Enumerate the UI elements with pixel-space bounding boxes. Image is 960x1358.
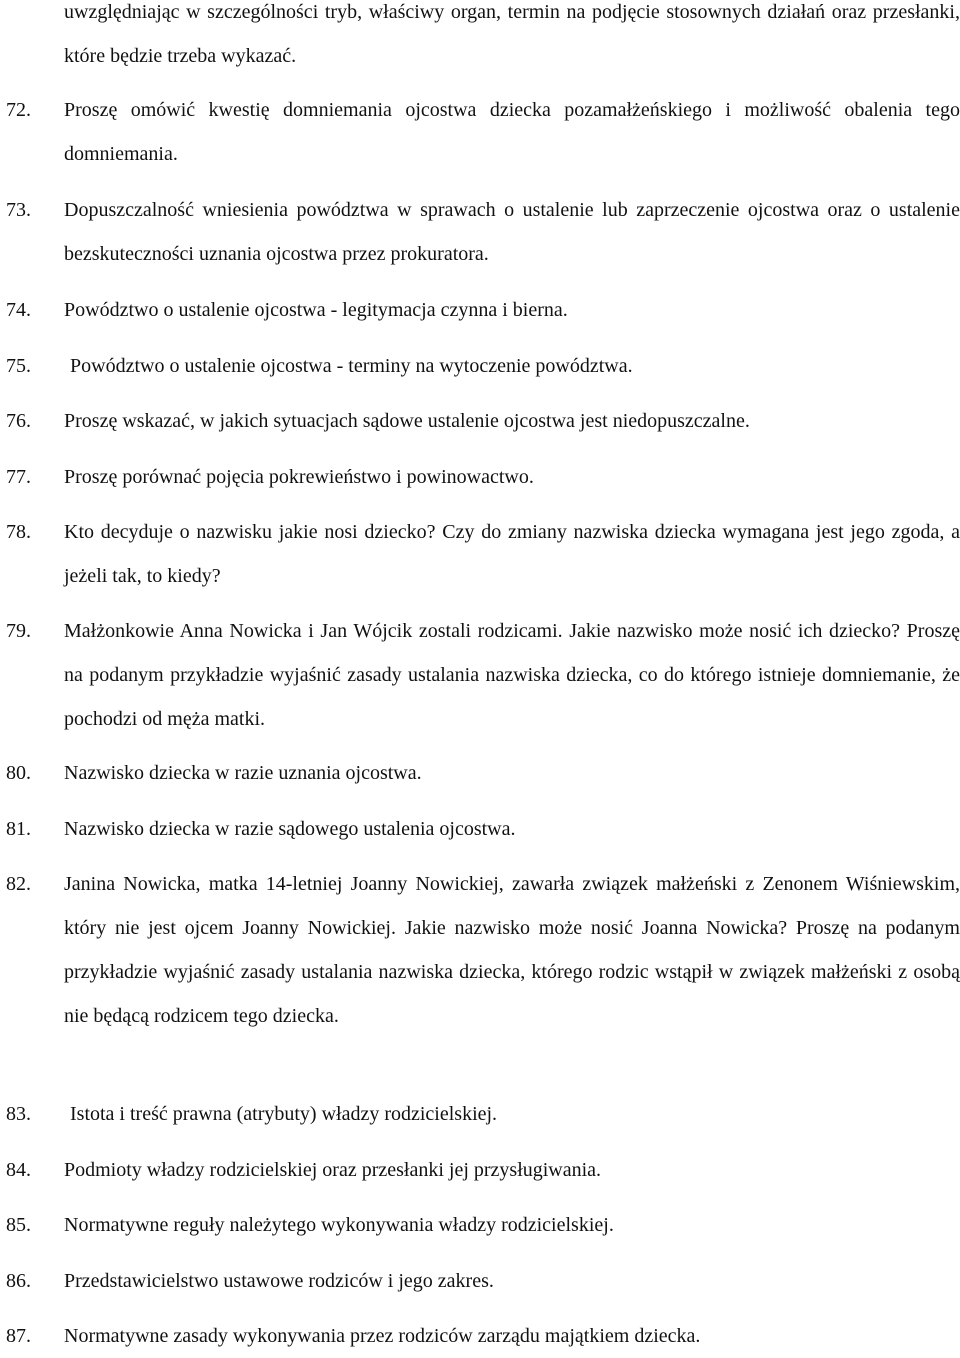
item-text: Proszę wskazać, w jakich sytuacjach sądowe ustalenie ojcostwa jest niedopuszczalne. bbox=[64, 410, 750, 432]
item-number: 79. bbox=[6, 620, 31, 642]
item-number: 77. bbox=[6, 466, 31, 488]
item-number: 82. bbox=[6, 873, 31, 895]
item-number: 76. bbox=[6, 410, 31, 432]
item-number: 78. bbox=[6, 521, 31, 543]
item-text: Proszę porównać pojęcia pokrewieństwo i powinowactwo. bbox=[64, 466, 534, 488]
item-text: Normatywne zasady wykonywania przez rodziców zarządu majątkiem dziecka. bbox=[64, 1325, 701, 1347]
item-text: Kto decyduje o nazwisku jakie nosi dziecko? Czy do zmiany nazwiska dziecka wymagana jest jego zgoda, a jeżeli tak, to kiedy? bbox=[64, 521, 960, 587]
item-text: Powództwo o ustalenie ojcostwa - terminy na wytoczenie powództwa. bbox=[70, 355, 633, 377]
item-number: 83. bbox=[6, 1103, 31, 1125]
item-text: Nazwisko dziecka w razie uznania ojcostwa. bbox=[64, 762, 422, 784]
item-text: Dopuszczalność wniesienia powództwa w sprawach o ustalenie lub zaprzeczenie ojcostwa oraz o ustalenie bezskuteczności uznania ojcostwa przez prokuratora. bbox=[64, 199, 960, 265]
item-number: 72. bbox=[6, 99, 31, 121]
item-text: Powództwo o ustalenie ojcostwa - legitymacja czynna i bierna. bbox=[64, 299, 568, 321]
item-number: 86. bbox=[6, 1270, 31, 1292]
item-number: 74. bbox=[6, 299, 31, 321]
item-number: 84. bbox=[6, 1159, 31, 1181]
item-text: Istota i treść prawna (atrybuty) władzy rodzicielskiej. bbox=[70, 1103, 498, 1125]
item-number: 73. bbox=[6, 199, 31, 221]
item-text: Janina Nowicka, matka 14-letniej Joanny Nowickiej, zawarła związek małżeński z Zenonem Wiśniewskim, który nie jest ojcem Joanny Nowickiej. Jakie nazwisko może nosić Joanna Nowicka? Proszę na podanym przykładzie wyjaśnić zasady ustalania nazwiska dziecka, którego rodzic wstąpił w związek małżeński z osobą nie będącą rodzicem tego dziecka. bbox=[64, 873, 960, 1027]
item-text: Normatywne reguły należytego wykonywania władzy rodzicielskiej. bbox=[64, 1214, 614, 1236]
item-text: uwzględniając w szczególności tryb, właściwy organ, termin na podjęcie stosownych działań oraz przesłanki, które będzie trzeba wykazać. bbox=[64, 1, 960, 67]
item-number: 87. bbox=[6, 1325, 31, 1347]
item-text: Nazwisko dziecka w razie sądowego ustalenia ojcostwa. bbox=[64, 818, 516, 840]
item-text: Proszę omówić kwestię domniemania ojcostwa dziecka pozamałżeńskiego i możliwość obalenia tego domniemania. bbox=[64, 99, 960, 165]
item-text: Małżonkowie Anna Nowicka i Jan Wójcik zostali rodzicami. Jakie nazwisko może nosić ich dziecko? Proszę na podanym przykładzie wyjaśnić zasady ustalania nazwiska dziecka, co do którego istnieje domniemanie, że pochodzi od męża matki. bbox=[64, 620, 960, 730]
item-number: 85. bbox=[6, 1214, 31, 1236]
item-number: 80. bbox=[6, 762, 31, 784]
item-number: 81. bbox=[6, 818, 31, 840]
item-number: 75. bbox=[6, 355, 31, 377]
item-text: Przedstawicielstwo ustawowe rodziców i jego zakres. bbox=[64, 1270, 494, 1292]
item-text: Podmioty władzy rodzicielskiej oraz przesłanki jej przysługiwania. bbox=[64, 1159, 602, 1181]
